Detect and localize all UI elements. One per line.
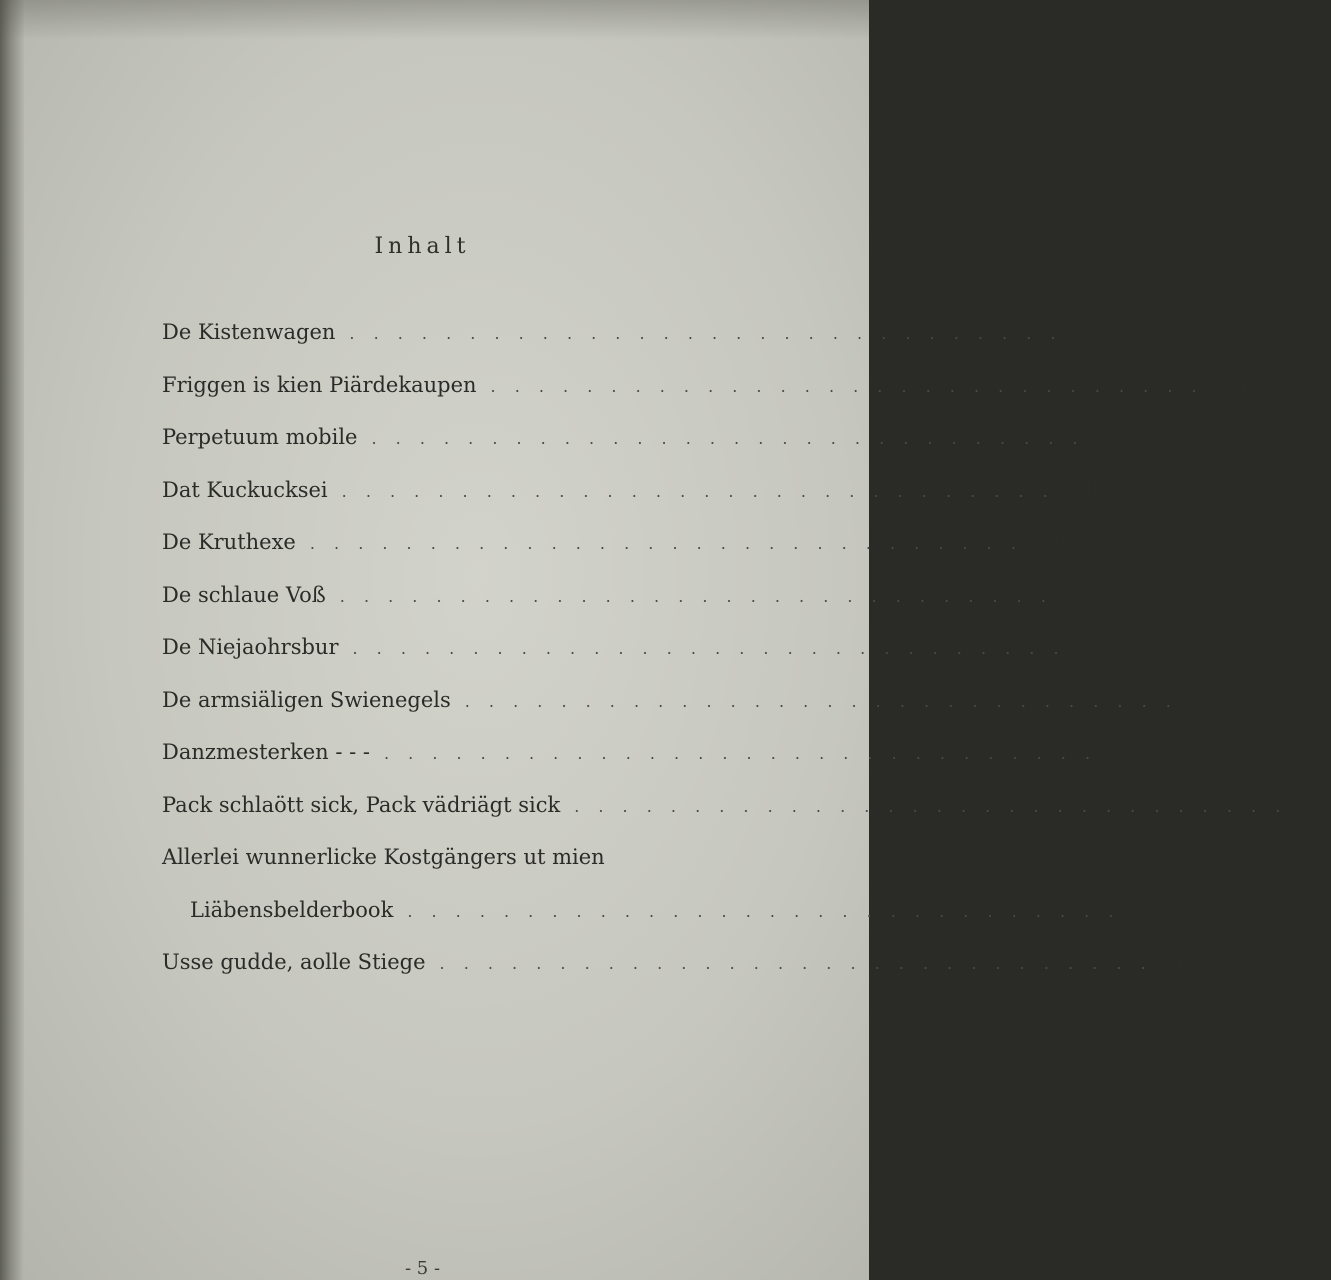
toc-entry-title-cont: Liäbensbelderbook bbox=[190, 897, 394, 922]
page-number: - 5 - bbox=[404, 1258, 441, 1279]
toc-entry-page: 71 bbox=[1114, 740, 1142, 764]
toc-entry bbox=[162, 411, 1129, 464]
toc-entry bbox=[162, 464, 1099, 517]
dot-leader: . . . . . . . . . . . . . . . . . . . . . . . . . . . . . . bbox=[407, 901, 1121, 921]
toc-entry-title: Pack schlaött sick, Pack vädriägt sick bbox=[162, 792, 561, 817]
toc-entry-page: 48 bbox=[1070, 582, 1097, 607]
toc-entry-title: De armsiäligen Swienegels bbox=[162, 687, 451, 712]
toc-entry bbox=[162, 621, 1110, 674]
dot-leader: . . . . . . . . . . . . . . . . . . . . . . . . . . . . . . bbox=[574, 796, 1288, 816]
dot-leader: . . . . . . . . . . . . . . . . . . . . . . . . . . . . . . bbox=[383, 744, 1098, 763]
dot-leader: . . . . . . . . . . . . . . . . . . . . . . . . . . . . . . bbox=[309, 534, 1023, 553]
toc-entry-title: De Kistenwagen bbox=[162, 320, 336, 344]
toc-entry-page: 30 bbox=[1072, 477, 1099, 502]
toc-entry bbox=[162, 779, 1331, 832]
toc-entry-title: Usse gudde, aolle Stiege bbox=[162, 950, 426, 974]
book-spine bbox=[0, 0, 24, 1280]
page-title: Inhalt bbox=[374, 234, 471, 259]
toc-entry-page: 77 bbox=[1304, 792, 1331, 817]
toc-entry bbox=[162, 516, 1067, 569]
toc-entry-page: 88 bbox=[1137, 897, 1165, 922]
dot-leader: . . . . . . . . . . . . . . . . . . . . . . . . . . . . . . bbox=[490, 376, 1204, 396]
dot-leader: . . . . . . . . . . . . . . . . . . . . . . . . . . . . . . bbox=[439, 954, 1153, 973]
toc-entry-page: 16 bbox=[1220, 372, 1248, 397]
toc-entry bbox=[162, 936, 1197, 989]
toc-entry bbox=[162, 306, 1107, 359]
toc-entry-page: 39 bbox=[1040, 530, 1067, 554]
table-of-contents bbox=[162, 306, 1331, 989]
toc-entry-title: De Niejaohrsbur bbox=[162, 635, 339, 659]
toc-entry-title: Friggen is kien Piärdekaupen bbox=[162, 372, 477, 397]
toc-entry-page: 7 bbox=[1093, 320, 1107, 344]
dot-leader: . . . . . . . . . . . . . . . . . . . . . . . . . . . . . . bbox=[464, 691, 1178, 711]
toc-entry-title: Danzmesterken - - - bbox=[162, 740, 370, 764]
toc-entry-title: Dat Kuckucksei bbox=[162, 477, 328, 502]
toc-entry-page: 97 bbox=[1169, 950, 1197, 974]
toc-entry-title: Perpetuum mobile bbox=[162, 425, 358, 449]
toc-entry bbox=[162, 674, 1222, 727]
toc-entry-title: De Kruthexe bbox=[162, 530, 296, 554]
toc-entry bbox=[162, 831, 692, 884]
toc-entry-page: 58 bbox=[1082, 635, 1110, 659]
dot-leader: . . . . . . . . . . . . . . . . . . . . . . . . . . . . . . bbox=[339, 586, 1053, 606]
dot-leader: . . . . . . . . . . . . . . . . . . . . . . . . . . . . . . bbox=[341, 481, 1055, 501]
dot-leader: . . . . . . . . . . . . . . . . . . . . . . . . . . . . . . bbox=[371, 429, 1085, 448]
toc-entry-continuation bbox=[162, 884, 1165, 937]
toc-entry bbox=[162, 726, 1142, 779]
toc-entry bbox=[162, 359, 1248, 412]
dot-leader: . . . . . . . . . . . . . . . . . . . . . . . . . . . . . . bbox=[352, 639, 1066, 658]
toc-entry-page: 64 bbox=[1195, 687, 1222, 712]
toc-entry-page: 24 bbox=[1101, 425, 1129, 449]
dot-leader: . . . . . . . . . . . . . . . . . . . . . . . . . . . . . . bbox=[349, 324, 1063, 343]
toc-entry bbox=[162, 569, 1097, 622]
toc-entry-title: De schlaue Voß bbox=[162, 582, 326, 607]
page-top-shadow bbox=[0, 0, 869, 40]
toc-entry-title: Allerlei wunnerlicke Kostgängers ut mien bbox=[162, 845, 605, 869]
